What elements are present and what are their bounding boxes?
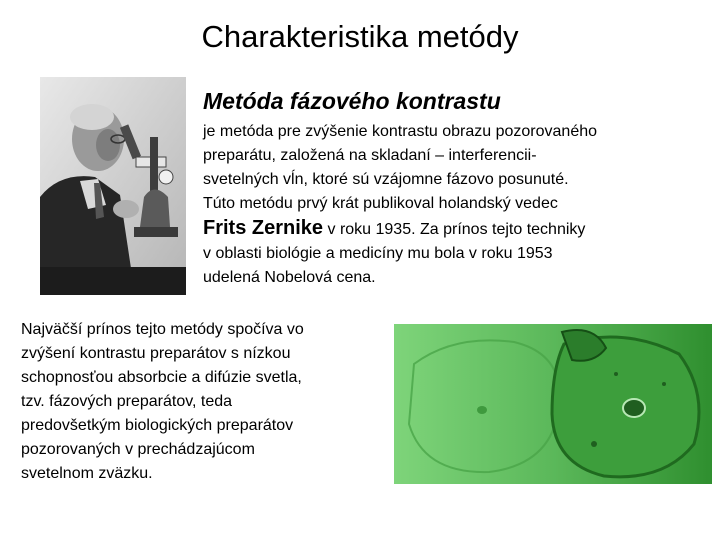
scientist-portrait-image — [40, 77, 186, 295]
description-text: v roku 1935. Za prínos tejto techniky — [323, 221, 586, 238]
benefit-line: pozorovaných v prechádzajúcom — [21, 441, 255, 458]
slide-title: Charakteristika metódy — [201, 19, 519, 54]
scientist-name: Frits Zernike — [203, 217, 324, 239]
phase-contrast-micrograph-image — [394, 324, 712, 484]
benefit-line: zvýšení kontrastu preparátov s nízkou — [21, 345, 291, 362]
benefit-line: schopnosťou absorbcie a difúzie svetla, — [21, 369, 302, 386]
description-line: je metóda pre zvýšenie kontrastu obrazu pozorovaného — [203, 123, 598, 140]
benefit-paragraph — [21, 318, 386, 486]
method-description — [203, 120, 708, 290]
description-line: Túto metódu prvý krát publikoval holandský vedec — [203, 195, 558, 212]
benefit-line: predovšetkým biologických preparátov — [21, 417, 294, 434]
benefit-line: svetelnom zväzku. — [21, 465, 153, 482]
description-line: udelená Nobelová cena. — [203, 269, 376, 286]
cell-micrograph-icon — [394, 324, 712, 484]
benefit-line: tzv. fázových preparátov, teda — [21, 393, 233, 410]
scientist-at-microscope-icon — [40, 77, 186, 295]
benefit-line: Najväčší prínos tejto metódy spočíva vo — [21, 321, 304, 338]
method-subtitle: Metóda fázového kontrastu — [203, 88, 501, 114]
description-line-with-name — [203, 216, 708, 242]
description-line: preparátu, založená na skladaní – interferencii- — [203, 147, 537, 164]
description-line: v oblasti biológie a medicíny mu bola v roku 1953 — [203, 245, 553, 262]
description-line: svetelných vĺn, ktoré sú vzájomne fázovo posunuté. — [203, 171, 569, 188]
